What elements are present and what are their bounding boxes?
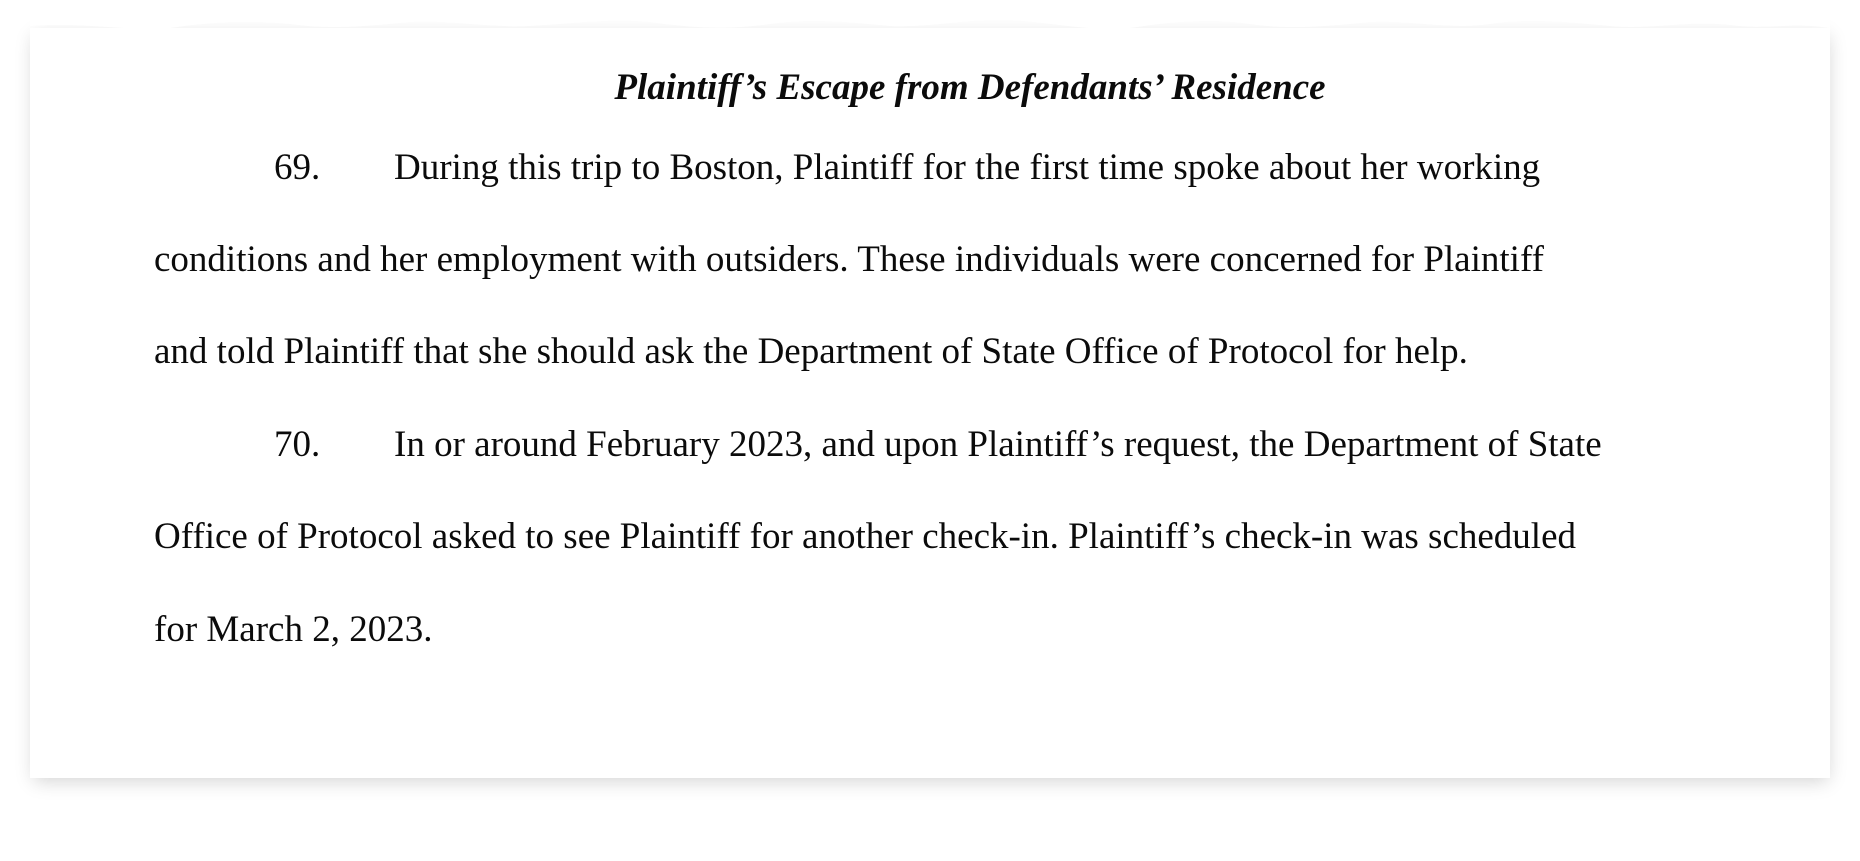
- paragraph-69-line-3: and told Plaintiff that she should ask the Department of State Office of Protocol for help.: [154, 331, 1468, 372]
- paragraph-70-line-2: Office of Protocol asked to see Plaintiff for another check-in. Plaintiff’s check-in was scheduled: [154, 516, 1577, 557]
- torn-top-edge: [30, 0, 1830, 60]
- paragraph-70-line-1: [154, 423, 1602, 467]
- paragraph-70-line-3: for March 2, 2023.: [154, 609, 433, 650]
- paragraph-text: During this trip to Boston, Plaintiff for the first time spoke about her working: [394, 147, 1541, 188]
- paragraph-69-line-2: conditions and her employment with outsiders. These individuals were concerned for Plaintiff: [154, 239, 1544, 280]
- torn-bottom-edge: [30, 740, 1830, 861]
- paragraph-text: In or around February 2023, and upon Plaintiff’s request, the Department of State: [394, 424, 1602, 465]
- paragraph-number: 69.: [274, 147, 321, 188]
- document-content: [30, 28, 1830, 778]
- paragraph-69-line-1: [154, 146, 1540, 190]
- section-heading: Plaintiff’s Escape from Defendants’ Residence: [614, 67, 1326, 108]
- paragraph-number: 70.: [274, 424, 321, 465]
